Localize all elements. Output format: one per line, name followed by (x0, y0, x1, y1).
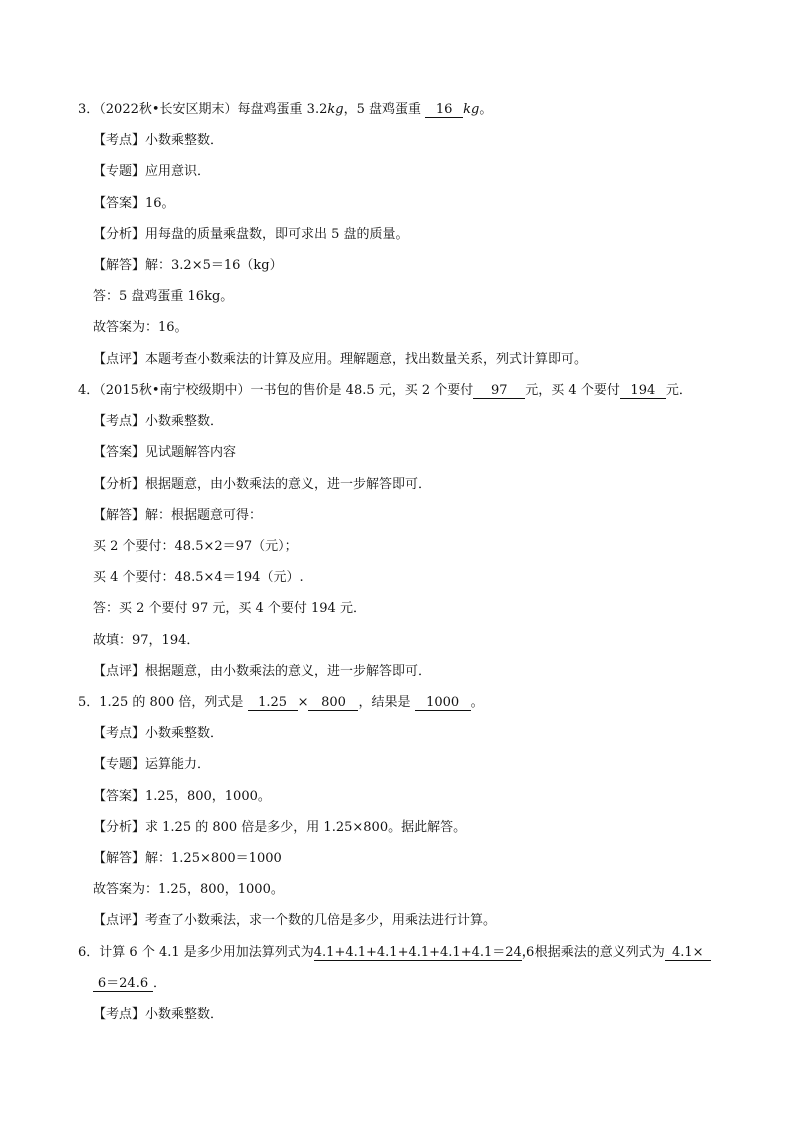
section-tag: 【考点】 (93, 726, 146, 741)
section-tag: 【解答】 (93, 851, 146, 866)
section-text: 答：5 盘鸡蛋重 16kg。 (93, 289, 234, 304)
question-text: 。 (470, 695, 484, 710)
answer-blank: 4.1× (665, 945, 711, 961)
question-4-stem (78, 381, 692, 401)
question-text: ． (153, 976, 167, 991)
solution-line (93, 568, 304, 588)
solution-line (93, 724, 223, 744)
section-tag: 【分析】 (93, 477, 146, 492)
question-text: 。 (479, 102, 493, 117)
question-number: 6． (78, 945, 100, 960)
solution-line (93, 194, 175, 214)
section-text: 应用意识． (145, 164, 211, 179)
solution-line (93, 412, 223, 432)
solution-line (93, 131, 223, 151)
section-tag: 【分析】 (93, 820, 146, 835)
section-text: 1.25，800，1000。 (145, 789, 271, 804)
solution-line (93, 287, 233, 307)
section-text: 考查了小数乘法，求一个数的几倍是多少，用乘法进行计算。 (145, 913, 497, 928)
section-text: 运算能力． (145, 757, 211, 772)
solution-line (93, 318, 188, 338)
section-text: 小数乘整数． (145, 414, 224, 429)
section-text: 故填：97，194． (93, 633, 200, 648)
section-tag: 【考点】 (93, 414, 146, 429)
answer-blank: 97 (473, 383, 525, 399)
question-number: 5． (78, 695, 100, 710)
unit: kg (327, 102, 344, 117)
section-text: 答：买 2 个要付 97 元，买 4 个要付 194 元． (93, 601, 366, 616)
question-source: （2015秋•南宁校级期中） (99, 383, 251, 398)
section-text: 本题考查小数乘法的计算及应用。理解题意，找出数量关系，列式计算即可。 (145, 352, 588, 367)
answer-blank: 6＝24.6 (93, 976, 153, 992)
question-text: 1.25 的 800 倍，列式是 (99, 695, 248, 710)
solution-line (93, 631, 199, 651)
section-text: 16。 (145, 196, 175, 211)
question-number: 3． (78, 102, 100, 117)
section-text: 解：根据题意可得： (145, 508, 263, 523)
section-tag: 【解答】 (93, 258, 146, 273)
solution-line (93, 599, 366, 619)
section-tag: 【考点】 (93, 1007, 146, 1022)
section-tag: 【点评】 (93, 352, 146, 367)
solution-line (93, 1005, 223, 1025)
section-text: 解：3.2×5＝16（kg） (145, 258, 283, 273)
answer-blank: 194 (620, 383, 666, 399)
solution-line (93, 506, 262, 526)
question-6-stem (78, 943, 711, 963)
section-text: 小数乘整数． (145, 1007, 224, 1022)
section-text: 买 4 个要付：48.5×4＝194（元）. (93, 570, 304, 585)
section-tag: 【点评】 (93, 664, 146, 679)
section-text: 故答案为：16。 (93, 320, 188, 335)
question-5-stem (78, 693, 484, 713)
answer-blank: 4.1+4.1+4.1+4.1+4.1+4.1＝24.6 (313, 945, 535, 960)
question-source: （2022秋•长安区期末） (99, 102, 238, 117)
section-tag: 【点评】 (93, 913, 146, 928)
section-text: 根据题意，由小数乘法的意义，进一步解答即可． (145, 664, 432, 679)
section-tag: 【答案】 (93, 445, 146, 460)
solution-line (93, 849, 282, 869)
answer-blank: 16 (425, 102, 463, 118)
section-text: 小数乘整数． (145, 726, 224, 741)
solution-line (93, 225, 409, 245)
solution-line (93, 256, 283, 276)
question-6-stem-cont (93, 974, 166, 994)
question-3-stem (78, 100, 492, 120)
solution-line (93, 911, 496, 931)
section-text: 小数乘整数． (145, 133, 224, 148)
section-text: 见试题解答内容 (145, 445, 237, 460)
section-tag: 【分析】 (93, 227, 146, 242)
solution-line (93, 755, 210, 775)
solution-line (93, 475, 431, 495)
solution-line (93, 350, 587, 370)
solution-line (93, 162, 210, 182)
section-text: 买 2 个要付：48.5×2＝97（元）； (93, 539, 298, 554)
section-tag: 【答案】 (93, 789, 146, 804)
times-sign: × (297, 695, 309, 710)
answer-blank: 1000 (415, 695, 471, 711)
solution-line (93, 662, 431, 682)
section-tag: 【考点】 (93, 133, 146, 148)
section-tag: 【答案】 (93, 196, 146, 211)
section-tag: 【专题】 (93, 164, 146, 179)
question-number: 4． (78, 383, 100, 398)
section-text: 求 1.25 的 800 倍是多少，用 1.25×800。据此解答。 (145, 820, 467, 835)
question-text: 元，买 4 个要付 (525, 383, 620, 398)
question-text: 元． (665, 383, 692, 398)
question-text: 每盘鸡蛋重 3.2 (237, 102, 328, 117)
solution-line (93, 443, 236, 463)
section-text: 故答案为：1.25，800，1000。 (93, 882, 284, 897)
solution-line (93, 787, 271, 807)
unit: kg (463, 102, 480, 117)
solution-line (93, 880, 284, 900)
section-tag: 【解答】 (93, 508, 146, 523)
question-text: ，5 盘鸡蛋重 (343, 102, 426, 117)
question-text: ，根据乘法的意义列式为 (521, 945, 665, 960)
solution-line (93, 818, 466, 838)
question-text: 一书包的售价是 48.5 元，买 2 个要付 (250, 383, 474, 398)
solution-line (93, 537, 298, 557)
section-text: 解：1.25×800＝1000 (145, 851, 282, 866)
question-text: 计算 6 个 4.1 是多少用加法算列式为 (99, 945, 314, 960)
answer-blank: 800 (308, 695, 358, 711)
section-text: 用每盘的质量乘盘数，即可求出 5 盘的质量。 (145, 227, 409, 242)
answer-blank: 1.25 (248, 695, 298, 711)
question-text: ，结果是 (358, 695, 415, 710)
section-text: 根据题意，由小数乘法的意义，进一步解答即可． (145, 477, 432, 492)
section-tag: 【专题】 (93, 757, 146, 772)
